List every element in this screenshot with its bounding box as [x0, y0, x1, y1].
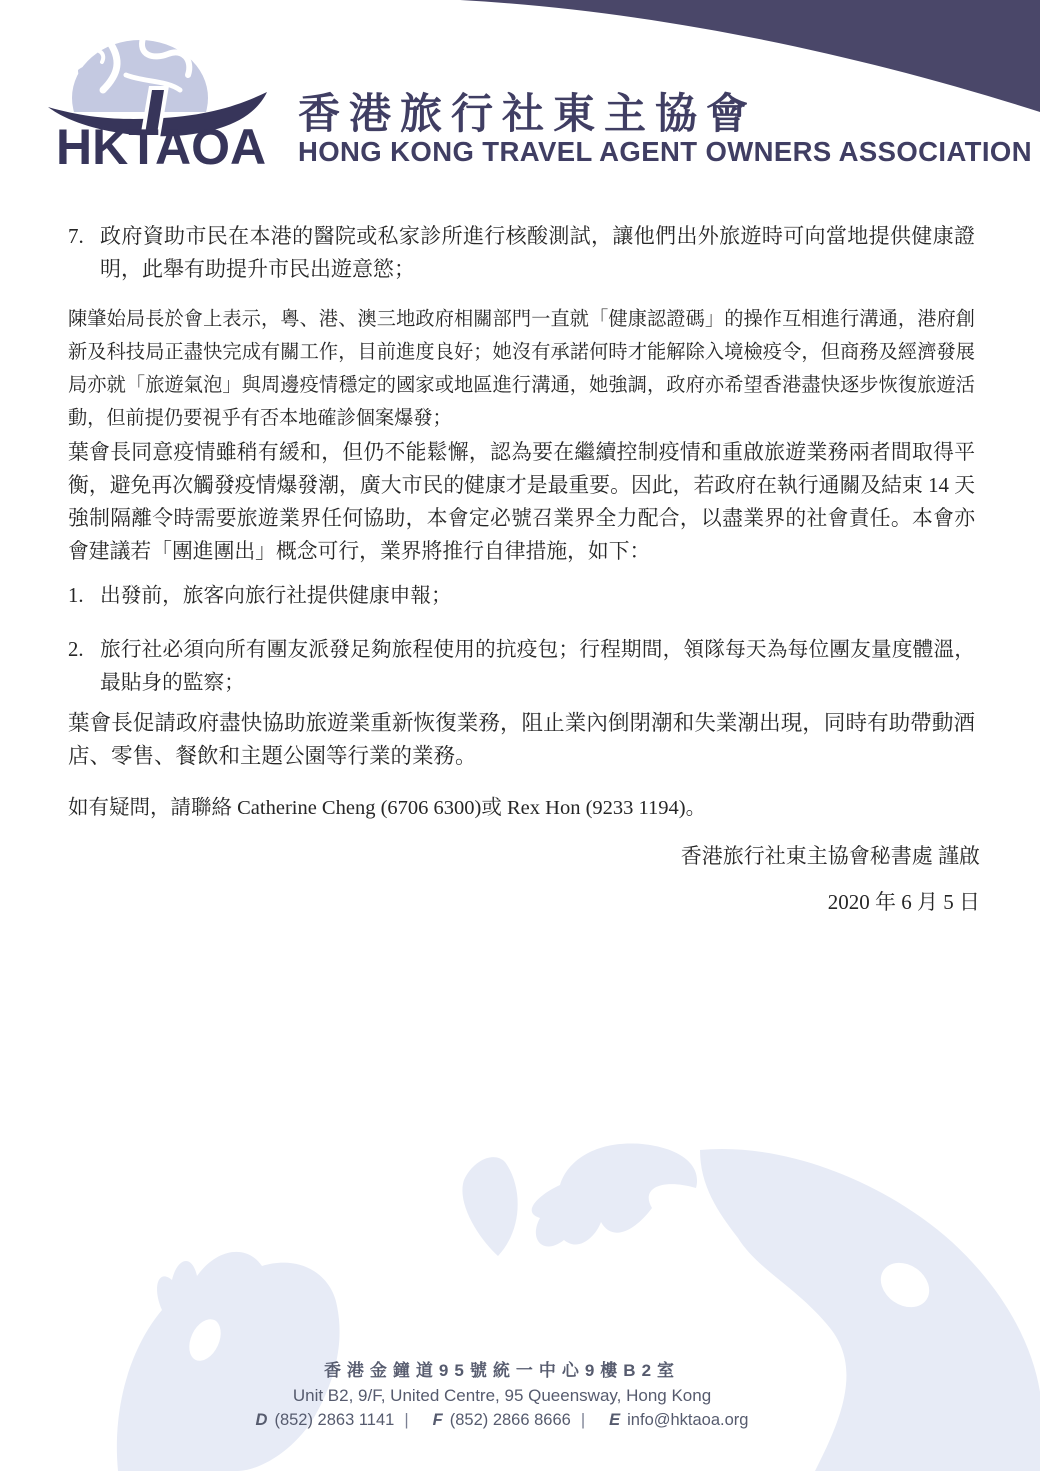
hktaoa-logo: [48, 30, 288, 175]
footer-address-zh: 香港金鐘道95號統一中心9樓B2室: [323, 1361, 681, 1380]
fax-label: F: [432, 1411, 443, 1429]
footer-address-en: Unit B2, 9/F, United Centre, 95 Queensway, Hong Kong: [292, 1386, 712, 1405]
list-item-number: 2.: [68, 639, 84, 661]
list-item-7: [68, 220, 975, 286]
phone-number: (852) 2863 1141: [274, 1411, 395, 1429]
list-item-2: [68, 634, 975, 700]
list-item-text: 旅行社必須向所有團友派發足夠旅程使用的抗疫包；行程期間，領隊每天為每位團友量度體溫，最貼身的監察；: [100, 639, 975, 694]
email-address: info@hktaoa.org: [627, 1411, 749, 1429]
association-name-en: HONG KONG TRAVEL AGENT OWNERS ASSOCIATION: [298, 136, 1032, 167]
list-item-text: 出發前，旅客向旅行社提供健康申報；: [100, 585, 452, 607]
header-titles: [298, 90, 1032, 167]
paragraph-appeal: 葉會長促請政府盡快協助旅遊業重新恢復業務，阻止業內倒閉潮和失業潮出現，同時有助帶動酒店、零售、餐飲和主題公園等行業的業務。: [68, 711, 975, 768]
phone-label: D: [255, 1411, 268, 1429]
separator: |: [580, 1411, 586, 1429]
email-label: E: [609, 1411, 621, 1429]
date-line: 2020 年 6 月 5 日: [827, 890, 980, 914]
paragraph-chairman-response: 葉會長同意疫情雖稍有緩和，但仍不能鬆懈，認為要在繼續控制疫情和重啟旅遊業務兩者間取得平衡，避免再次觸發疫情爆發潮，廣大市民的健康才是最重要。因此，若政府在執行通關及結束 14 天強制隔離令時需要旅遊業界任何協助，本會定必號召業界全力配合，以盡業界的社會責任。本會亦會建議若「團進團出」概念可行，業界將推行自律措施，如下：: [68, 441, 975, 563]
separator: |: [404, 1411, 409, 1429]
contact-line: 如有疑問，請聯絡 Catherine Cheng (6706 6300)或 Rex Hon (9233 1194)。: [68, 797, 707, 819]
list-item-text: 政府資助市民在本港的醫院或私家診所進行核酸測試，讓他們出外旅遊時可向當地提供健康證明，此舉有助提升市民出遊意慾；: [100, 224, 975, 281]
list-item-number: 1.: [68, 585, 84, 607]
list-item-number: 7.: [68, 224, 84, 248]
list-item-1: [68, 580, 975, 613]
logo-wordmark: HKTAOA: [56, 119, 267, 175]
paragraph-government-update: 陳肇始局長於會上表示，粵、港、澳三地政府相關部門一直就「健康認證碼」的操作互相進行溝通，港府創新及科技局正盡快完成有關工作，目前進度良好；她沒有承諾何時才能解除入境檢疫令，但商務及經濟發展局亦就「旅遊氣泡」與周邊疫情穩定的國家或地區進行溝通，她強調，政府亦希望香港盡快逐步恢復旅遊活動，但前提仍要視乎有否本地確診個案爆發；: [68, 309, 975, 429]
footer: [0, 1358, 1022, 1433]
footer-contact-line: [0, 1408, 1022, 1433]
signature-line: 香港旅行社東主協會秘書處 謹啟: [680, 844, 980, 868]
association-name-zh: 香港旅行社東主協會: [298, 90, 758, 137]
fax-number: (852) 2866 8666: [449, 1411, 571, 1429]
